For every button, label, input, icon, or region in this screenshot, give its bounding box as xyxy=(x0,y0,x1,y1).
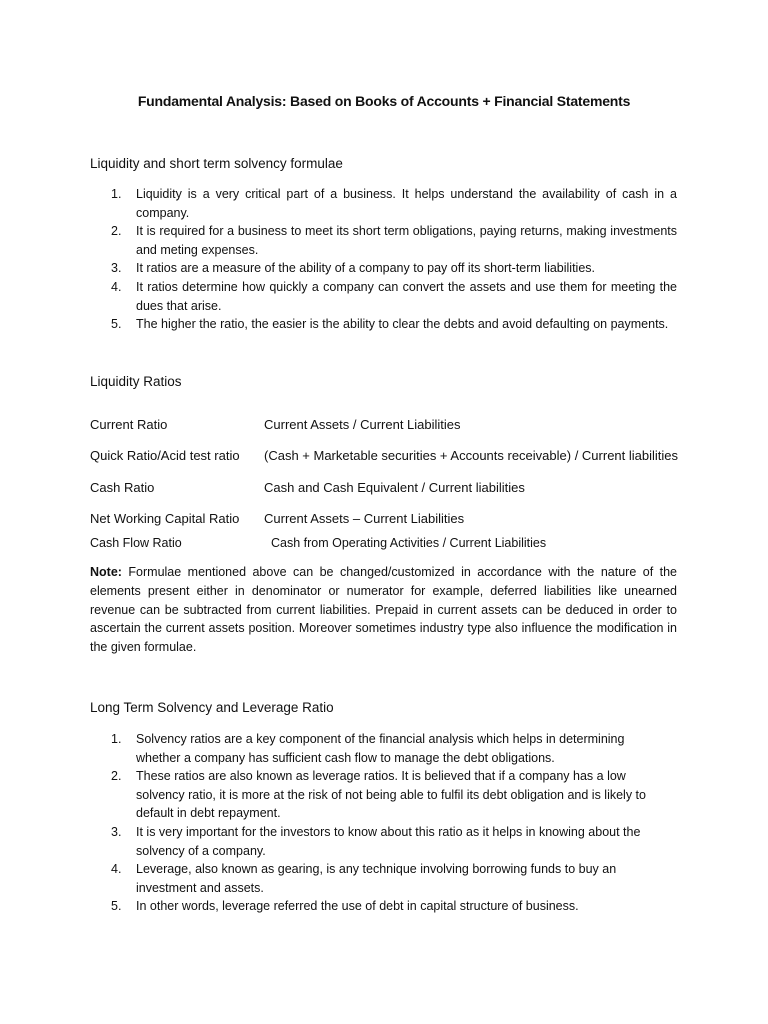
list-item: 1. Solvency ratios are a key component of the financial analysis which helps in determining whether a company has sufficient cash flow to manage the debt obligations. xyxy=(111,732,625,765)
list-item: 1. Liquidity is a very critical part of a business. It helps understand the availability of cash in a company. xyxy=(111,187,677,220)
liquidity-heading: Liquidity and short term solvency formulae xyxy=(90,156,343,171)
list-item: 5. In other words, leverage referred the use of debt in capital structure of business. xyxy=(111,899,579,914)
ratio-name: Current Ratio xyxy=(90,417,168,432)
ratio-name: Cash Ratio xyxy=(90,480,155,495)
note-paragraph xyxy=(90,563,677,657)
solvency-list xyxy=(90,730,650,916)
ratio-formula: Current Assets – Current Liabilities xyxy=(264,511,465,526)
ratio-formula: Current Assets / Current Liabilities xyxy=(264,417,461,432)
list-item: 4. It ratios determine how quickly a company can convert the assets and use them for meeting the dues that arise. xyxy=(111,279,677,313)
ratio-name: Quick Ratio/Acid test ratio xyxy=(90,448,240,463)
liquidity-list xyxy=(90,185,677,334)
list-item: 3. It is very important for the investors to know about this ratio as it helps in knowing about the solvency of a company. xyxy=(111,824,641,858)
ratio-formula: (Cash + Marketable securities + Accounts receivable) / Current liabilities xyxy=(264,448,679,463)
list-item: 4. Leverage, also known as gearing, is any technique involving borrowing funds to buy an investment and assets. xyxy=(111,862,617,895)
list-item: 5. The higher the ratio, the easier is the ability to clear the debts and avoid defaulting on payments. xyxy=(111,317,669,332)
ratio-name: Cash Flow Ratio xyxy=(90,536,182,550)
ratio-formula: Cash from Operating Activities / Current Liabilities xyxy=(271,536,547,550)
list-item: 2. It is required for a business to meet its short term obligations, paying returns, making investments and meting expenses. xyxy=(111,224,677,257)
liquidity-ratios-heading: Liquidity Ratios xyxy=(90,374,182,389)
ratio-formula: Cash and Cash Equivalent / Current liabilities xyxy=(264,480,525,495)
ratio-name: Net Working Capital Ratio xyxy=(90,511,240,526)
note-text: Formulae mentioned above can be changed/customized in accordance with the nature of the elements present either in denominator or numerator for example, deferred liabilities like unearned revenue can be subtracted from current liabilities. Prepaid in current assets can be deduced in order to ascertain the current assets position. Moreover sometimes industry type also influence the modification in the given formulae. xyxy=(90,565,677,655)
list-item: 3. It ratios are a measure of the ability of a company to pay off its short-term liabilities. xyxy=(111,261,596,276)
list-item: 2. These ratios are also known as leverage ratios. It is believed that if a company has a low solvency ratio, it is more at the risk of not being able to fulfil its debt obligation and is likely to default in debt repayment. xyxy=(111,769,646,821)
solvency-heading: Long Term Solvency and Leverage Ratio xyxy=(90,700,334,715)
note-label: Note: xyxy=(90,565,122,579)
page-title: Fundamental Analysis: Based on Books of Accounts + Financial Statements xyxy=(137,93,631,109)
